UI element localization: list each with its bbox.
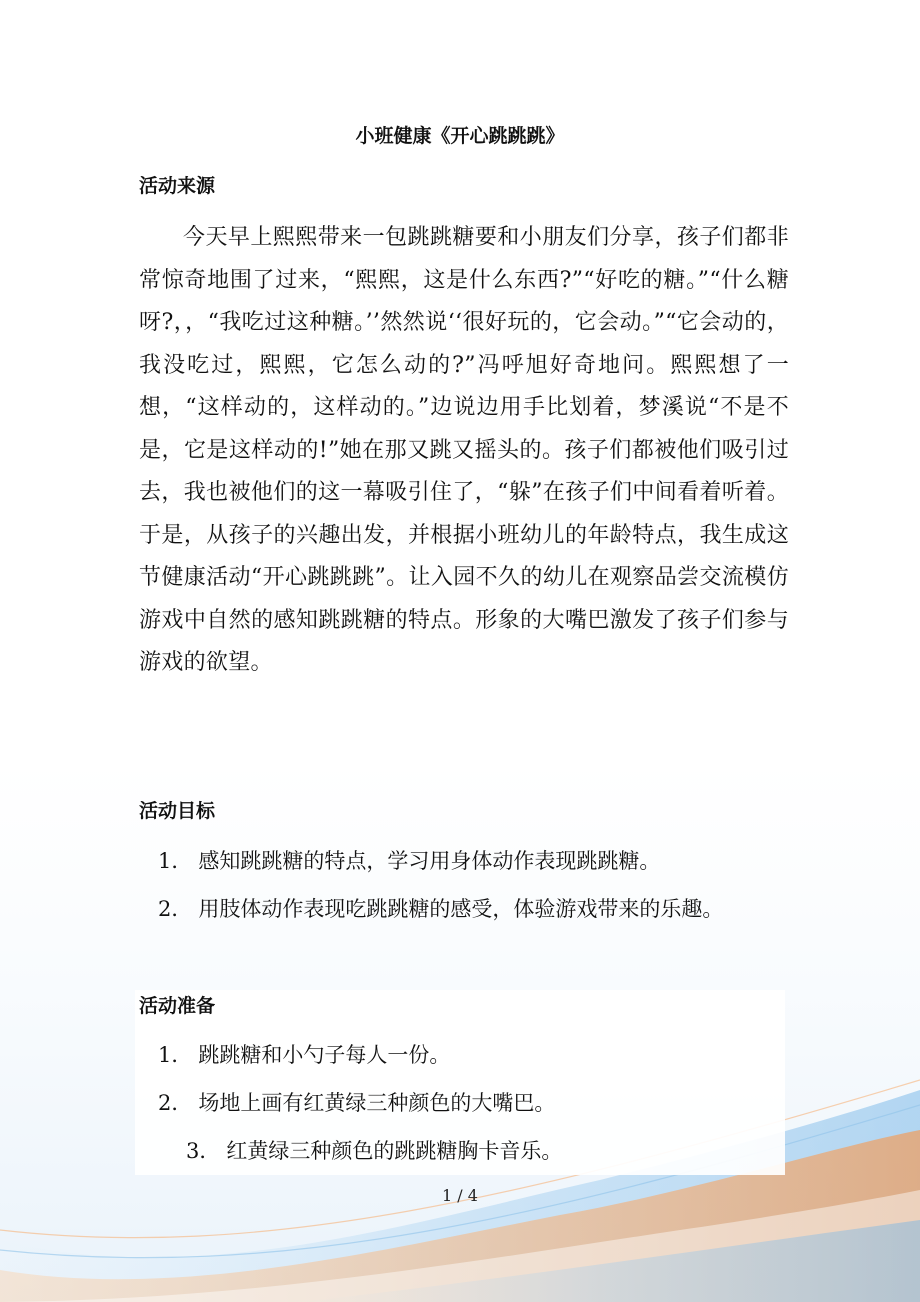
- list-item: [186, 1136, 562, 1166]
- list-item-text: 红黄绿三种颜色的跳跳糖胸卡音乐。: [226, 1139, 563, 1163]
- list-item-number: 2．: [158, 897, 193, 921]
- list-item-text: 用肢体动作表现吃跳跳糖的感受，体验游戏带来的乐趣。: [198, 897, 724, 921]
- list-item: [158, 1040, 450, 1070]
- section-paragraph-source: 今天早上熙熙带来一包跳跳糖要和小朋友们分享，孩子们都非常惊奇地围了过来，“熙熙，这是什么东西?”“好吃的糖。”“什么糖呀?，，“我吃过这种糖。’’然然说‘‘很好玩的，它会动。”“它会动的，我没吃过，熙熙，它怎么动的?”冯呼旭好奇地问。熙熙想了一想，“这样动的，这样动的。”边说边用手比划着，梦溪说“不是不是，它是这样动的!”她在那又跳又摇头的。孩子们都被他们吸引过去，我也被他们的这一幕吸引住了，“躲”在孩子们中间看着听着。于是，从孩子的兴趣出发，并根据小班幼儿的年龄特点，我生成这节健康活动“开心跳跳跳”。让入园不久的幼儿在观察品尝交流模仿游戏中自然的感知跳跳糖的特点。形象的大嘴巴激发了孩子们参与游戏的欲望。: [139, 225, 789, 675]
- list-item: [158, 846, 660, 876]
- page-number: 1 / 4: [442, 1186, 478, 1205]
- section-heading-source: 活动来源: [139, 175, 216, 197]
- list-item-text: 场地上画有红黄绿三种颜色的大嘴巴。: [198, 1091, 556, 1115]
- list-item-number: 3．: [186, 1139, 221, 1163]
- section-heading-preparation: 活动准备: [139, 995, 216, 1017]
- list-item-number: 2．: [158, 1091, 193, 1115]
- list-item: [158, 1088, 555, 1118]
- list-item: [158, 894, 723, 924]
- document-title: 小班健康《开心跳跳跳》: [355, 125, 565, 147]
- list-item-number: 1．: [158, 849, 193, 873]
- list-item-text: 跳跳糖和小勺子每人一份。: [198, 1043, 451, 1067]
- section-heading-goals: 活动目标: [139, 800, 216, 822]
- list-item-number: 1．: [158, 1043, 193, 1067]
- list-item-text: 感知跳跳糖的特点，学习用身体动作表现跳跳糖。: [198, 849, 661, 873]
